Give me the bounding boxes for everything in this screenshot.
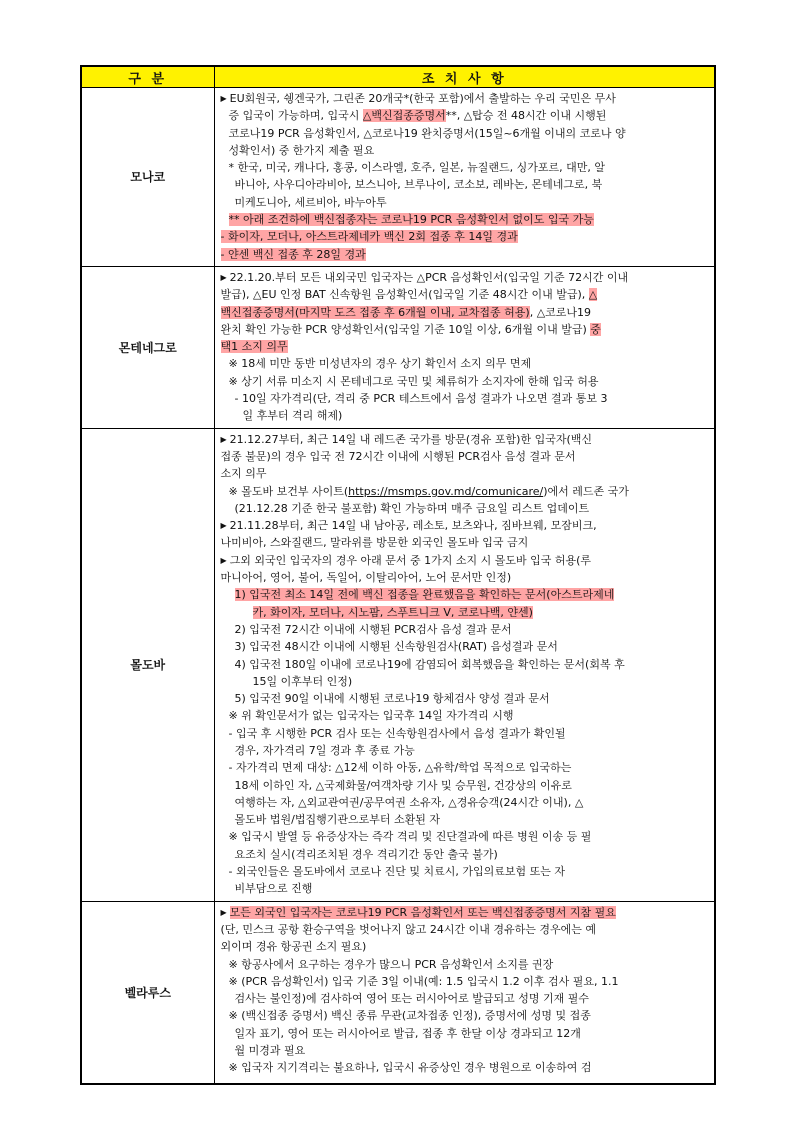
text-line <box>221 811 709 828</box>
text-segment: - 자가격리 면제 대상: △12세 이하 아동, △유학/학업 목적으로 입국하는 <box>228 761 572 775</box>
section-row <box>81 88 715 267</box>
text-segment: 외이며 경유 항공권 소지 필요) <box>220 940 367 954</box>
text-line <box>221 656 709 673</box>
header-measures: 조 치 사 항 <box>214 66 715 88</box>
text-segment: 발급), △EU 인정 BAT 신속항원 음성확인서(입국일 기준 48시간 이내 발급), <box>220 288 589 302</box>
text-segment: 월 미경과 필요 <box>234 1044 306 1058</box>
text-segment: 증 입국이 가능하며, 입국시 <box>228 109 363 123</box>
text-line <box>221 990 709 1007</box>
text-segment: 코로나19 PCR 음성확인서, △코로나19 완치증명서(15일~6개월 이내의 코로나 양 <box>228 126 626 140</box>
text-segment: 몰도바 법원/법집행기관으로부터 소환된 자 <box>234 813 440 827</box>
text-line <box>221 863 709 880</box>
text-segment: 그외 외국인 입국자의 경우 아래 문서 중 1가지 소지 시 몰도바 입국 허용(루 <box>229 553 592 567</box>
bullet-triangle-icon: ▶ <box>220 94 227 103</box>
text-line <box>221 373 709 390</box>
text-line <box>221 125 709 142</box>
text-segment: - 입국 후 시행한 PCR 검사 또는 신속항원검사에서 음성 결과가 확인될 <box>228 726 566 740</box>
text-segment: 21.12.27부터, 최근 14일 내 레드존 국가를 방문(경유 포함)한 입국자(백신 <box>229 432 593 446</box>
country-name: 몰도바 <box>81 428 214 901</box>
text-segment: 일 후부터 격리 해제) <box>242 409 343 423</box>
highlighted-text: 카, 화이자, 모더나, 시노팜, 스푸트니크 V, 코로나백, 얀센) <box>252 605 533 619</box>
text-line <box>221 828 709 845</box>
text-line <box>221 142 709 159</box>
highlighted-text: ** 아래 조건하에 백신접종자는 코로나19 PCR 음성확인서 없이도 입국 가능 <box>228 213 594 227</box>
text-line <box>221 742 709 759</box>
text-line <box>221 880 709 897</box>
text-segment: EU회원국, 쉥겐국가, 그린존 20개국*(한국 포함)에서 출발하는 우리 국민은 무사 <box>229 92 616 105</box>
measures-table <box>80 65 716 1085</box>
text-segment: 15일 이후부터 인정) <box>252 674 353 688</box>
text-line <box>221 500 709 517</box>
text-line <box>221 621 709 638</box>
text-line <box>221 1042 709 1059</box>
text-segment: 요조치 실시(격리조치된 경우 격리기간 동안 출국 불가) <box>234 847 498 861</box>
highlighted-text: - 화이자, 모더나, 아스트라제네카 백신 2회 접종 후 14일 경과 <box>220 230 518 244</box>
country-name: 모나코 <box>81 88 214 267</box>
text-line <box>221 431 709 448</box>
text-line <box>221 211 709 228</box>
text-line <box>221 938 709 955</box>
text-line <box>221 194 709 211</box>
text-line <box>221 534 709 551</box>
text-segment: ※ 상기 서류 미소지 시 몬테네그로 국민 및 체류허가 소지자에 한해 입국 허용 <box>228 374 599 388</box>
highlighted-text: △ <box>588 288 598 302</box>
text-segment: 2) 입국전 72시간 이내에 시행된 PCR검사 음성 결과 문서 <box>234 622 512 636</box>
text-line <box>221 921 709 938</box>
text-segment: (단, 민스크 공항 환승구역을 벗어나지 않고 24시간 이내 경유하는 경우에는 예 <box>220 922 597 936</box>
text-segment: , △코로나19 <box>529 305 592 319</box>
text-segment: 21.11.28부터, 최근 14일 내 남아공, 레소토, 보츠와나, 짐바브웨, 모잠비크, <box>229 519 597 533</box>
text-segment: 일자 표기, 영어 또는 러시아어로 발급, 접종 후 한달 이상 경과되고 12개 <box>234 1026 581 1040</box>
text-segment: - 10일 자가격리(단, 격리 중 PCR 테스트에서 음성 결과가 나오면 결과 통보 3 <box>234 392 608 406</box>
text-line <box>221 846 709 863</box>
text-line <box>221 448 709 465</box>
text-segment: 18세 이하인 자, △국제화물/여객차량 기사 및 승무원, 건강상의 이유로 <box>234 778 572 792</box>
text-line <box>221 246 709 263</box>
highlighted-text: 모든 외국인 입국자는 코로나19 PCR 음성확인서 또는 백신접종증명서 지참 필요 <box>229 905 616 919</box>
text-line <box>221 956 709 973</box>
text-segment: (21.12.28 기준 한국 불포함) 확인 가능하며 매주 금요일 리스트 업데이트 <box>234 501 590 515</box>
text-line <box>221 552 709 569</box>
text-segment: 소지 의무 <box>220 467 267 481</box>
text-segment: 비부담으로 진행 <box>234 882 313 896</box>
header-category: 구 분 <box>81 66 214 88</box>
text-line <box>221 159 709 176</box>
section-row <box>81 901 715 1084</box>
table-header-row <box>81 66 715 88</box>
text-segment: ※ 몰도바 보건부 사이트( <box>228 484 349 498</box>
text-line <box>221 483 709 500</box>
text-line <box>221 1025 709 1042</box>
text-line <box>221 904 709 921</box>
measures-cell <box>214 266 715 428</box>
country-name: 몬테네그로 <box>81 266 214 428</box>
text-segment: 3) 입국전 48시간 이내에 시행된 신속항원검사(RAT) 음성결과 문서 <box>234 640 558 654</box>
text-segment: ※ 항공사에서 요구하는 경우가 많으니 PCR 음성확인서 소지를 권장 <box>228 957 554 971</box>
text-line <box>221 304 709 321</box>
text-line <box>221 1059 709 1076</box>
section-row <box>81 266 715 428</box>
text-line <box>221 794 709 811</box>
text-line <box>221 390 709 407</box>
bullet-triangle-icon: ▶ <box>220 434 227 444</box>
text-line <box>221 586 709 603</box>
text-segment: 마니아어, 영어, 불어, 독일어, 이탈리아어, 노어 문서만 인정) <box>220 571 512 585</box>
text-segment: 접종 불문)의 경우 입국 전 72시간 이내에 시행된 PCR검사 음성 결과 문서 <box>220 449 576 463</box>
text-segment: 5) 입국전 90일 이내에 시행된 코로나19 항체검사 양성 결과 문서 <box>234 692 550 706</box>
text-segment: 성확인서) 중 한가지 제출 필요 <box>228 143 375 157</box>
text-line <box>221 759 709 776</box>
highlighted-text: 1) 입국전 최소 14일 전에 백신 접종을 완료했음을 확인하는 문서(아스트라제네 <box>234 588 615 602</box>
section-row <box>81 428 715 901</box>
text-line <box>221 725 709 742</box>
text-segment: 22.1.20.부터 모든 내외국민 입국자는 △PCR 음성확인서(입국일 기준 72시간 이내 <box>229 270 629 284</box>
text-segment: ※ (백신접종 증명서) 백신 종류 무관(교차접종 인정), 증명서에 성명 및 접종 <box>228 1009 591 1023</box>
highlighted-text: 택1 소지 의무 <box>220 340 288 354</box>
url-text: https://msmps.gov.md/comunicare/ <box>348 484 544 498</box>
measures-cell <box>214 428 715 901</box>
text-line <box>221 355 709 372</box>
text-line <box>221 707 709 724</box>
text-segment: 바니아, 사우디아라비아, 보스니아, 브루나이, 코소보, 레바논, 몬테네그로, 북 <box>234 178 603 192</box>
text-line <box>221 107 709 124</box>
text-line <box>221 604 709 621</box>
text-line <box>221 407 709 424</box>
text-segment: ※ 입국자 지기격리는 불요하나, 입국시 유증상인 경우 병원으로 이송하여 검 <box>228 1061 592 1075</box>
bullet-triangle-icon: ▶ <box>220 521 227 531</box>
text-line <box>221 90 709 107</box>
text-segment: * 한국, 미국, 캐나다, 홍콩, 이스라엘, 호주, 일본, 뉴질랜드, 싱가포르, 대만, 알 <box>228 161 605 175</box>
text-line <box>221 269 709 286</box>
text-line <box>221 569 709 586</box>
text-line <box>221 690 709 707</box>
text-segment: ※ 18세 미만 동반 미성년자의 경우 상기 확인서 소지 의무 면제 <box>228 357 532 371</box>
text-segment: **, △탑승 전 48시간 이내 시행된 <box>445 109 607 123</box>
text-segment: 검사는 불인정)에 검사하여 영어 또는 러시아어로 발급되고 성명 기재 필수 <box>234 992 590 1006</box>
text-line <box>221 465 709 482</box>
text-segment: 나미비아, 스와질랜드, 말라위를 방문한 외국인 몰도바 입국 금지 <box>220 536 529 550</box>
highlighted-text: △백신접종증명서 <box>362 109 446 123</box>
text-line <box>221 228 709 245</box>
text-line <box>221 321 709 338</box>
text-segment: 완치 확인 가능한 PCR 양성확인서(입국일 기준 10일 이상, 6개월 이내 발급) <box>220 322 591 336</box>
highlighted-text: 백신접종증명서(마지막 도즈 접종 후 6개월 이내, 교차접종 허용) <box>220 305 530 319</box>
text-segment: ※ (PCR 음성확인서) 입국 기준 3일 이내(예: 1.5 입국시 1.2 이후 검사 필요, 1.1 <box>228 974 619 988</box>
text-line <box>221 1007 709 1024</box>
text-segment: - 외국인들은 몰도바에서 코로나 진단 및 치료시, 가입의료보험 또는 자 <box>228 865 565 879</box>
measures-cell <box>214 88 715 267</box>
measures-cell <box>214 901 715 1084</box>
text-segment: 미케도니아, 세르비아, 바누아투 <box>234 195 387 209</box>
text-line <box>221 777 709 794</box>
highlighted-text: - 얀센 백신 접종 후 28일 경과 <box>220 247 366 261</box>
text-segment: 여행하는 자, △외교관여권/공무여권 소유자, △경유승객(24시간 이내), △ <box>234 795 584 809</box>
text-line <box>221 638 709 655</box>
text-line <box>221 176 709 193</box>
text-line <box>221 973 709 990</box>
bullet-triangle-icon: ▶ <box>220 272 227 282</box>
text-segment: 4) 입국전 180일 이내에 코로나19에 감염되어 회복했음을 확인하는 문서(회복 후 <box>234 657 625 671</box>
text-segment: 경우, 자가격리 7일 경과 후 종료 가능 <box>234 743 415 757</box>
bullet-triangle-icon: ▶ <box>220 907 227 917</box>
text-line <box>221 286 709 303</box>
bullet-triangle-icon: ▶ <box>220 555 227 565</box>
highlighted-text: 중 <box>590 322 601 336</box>
text-segment: )에서 레드존 국가 <box>543 484 629 498</box>
text-line <box>221 338 709 355</box>
text-segment: ※ 입국시 발열 등 유증상자는 즉각 격리 및 진단결과에 따른 병원 이송 등 필 <box>228 830 592 844</box>
text-segment: ※ 위 확인문서가 없는 입국자는 입국후 14일 자가격리 시행 <box>228 709 514 723</box>
text-line <box>221 517 709 534</box>
country-name: 벨라루스 <box>81 901 214 1084</box>
text-line <box>221 673 709 690</box>
